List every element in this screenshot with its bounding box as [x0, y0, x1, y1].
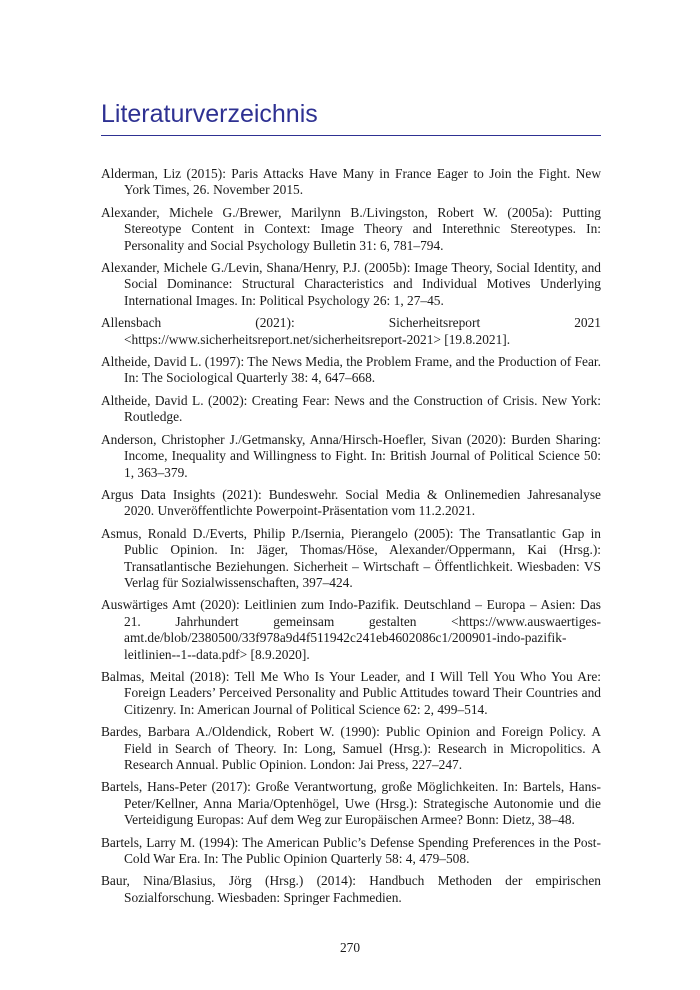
heading-rule [101, 135, 601, 136]
reference-entry: Alexander, Michele G./Brewer, Marilynn B./Livingston, Robert W. (2005a): Putting Stereotype Content in Context: Image Theory and Interethnic Stereotypes. In: Personality and Social Psychology Bulletin 31: 6, 781–794. [101, 204, 601, 253]
reference-entry: Allensbach (2021): Sicherheitsreport 2021 <https://www.sicherheitsreport.net/sicherheitsreport-2021> [19.8.2021]. [101, 315, 601, 347]
reference-entry: Bartels, Larry M. (1994): The American Public’s Defense Spending Preferences in the Post-Cold War Era. In: The Public Opinion Quarterly 58: 4, 479–508. [101, 834, 601, 867]
reference-entry: Argus Data Insights (2021): Bundeswehr. Social Media & Onlinemedien Jahresanalyse 2020. Unveröffentlichte Powerpoint-Präsentation vom 11.2.2021. [101, 486, 601, 519]
reference-entry: Auswärtiges Amt (2020): Leitlinien zum Indo-Pazifik. Deutschland – Europa – Asien: Das 21. Jahrhundert gemeinsam gestalten <https://www.auswaertiges-amt.de/blob/2380500/33f978a9d4f511942c241eb4602086c1/200901-indo-pazifik-leitlinien--1--data.pdf> [8.9.2020]. [101, 597, 601, 662]
section-heading: Literaturverzeichnis [101, 100, 318, 128]
reference-entry: Asmus, Ronald D./Everts, Philip P./Isernia, Pierangelo (2005): The Transatlantic Gap in Public Opinion. In: Jäger, Thomas/Höse, Alexander/Oppermann, Kai (Hrsg.): Transatlantische Beziehungen. Sicherheit – Wirtschaft – Öffentlichkeit. Wiesbaden: VS Verlag für Sozialwissenschaften, 397–424. [101, 525, 601, 590]
page-number: 270 [339, 940, 361, 955]
reference-entry: Baur, Nina/Blasius, Jörg (Hrsg.) (2014): Handbuch Methoden der empirischen Sozialforschung. Wiesbaden: Springer Fachmedien. [101, 873, 601, 905]
reference-entry: Anderson, Christopher J./Getmansky, Anna/Hirsch-Hoefler, Sivan (2020): Burden Sharing: Income, Inequality and Willingness to Fight. In: British Journal of Political Science 50: 1, 363–379. [101, 431, 601, 480]
reference-list [101, 166, 601, 912]
reference-entry: Bardes, Barbara A./Oldendick, Robert W. (1990): Public Opinion and Foreign Policy. A Field in Search of Theory. In: Long, Samuel (Hrsg.): Research in Micropolitics. A Research Annual. Public Opinion. London: Jai Press, 227–247. [101, 724, 601, 772]
reference-entry: Altheide, David L. (2002): Creating Fear: News and the Construction of Crisis. New York: Routledge. [101, 392, 601, 425]
reference-entry: Alderman, Liz (2015): Paris Attacks Have Many in France Eager to Join the Fight. New York Times, 26. November 2015. [101, 166, 601, 198]
reference-entry: Alexander, Michele G./Levin, Shana/Henry, P.J. (2005b): Image Theory, Social Identity, and Social Dominance: Structural Characteristics and Individual Motives Underlying International Images. In: Political Psychology 26: 1, 27–45. [101, 260, 601, 308]
reference-entry: Altheide, David L. (1997): The News Media, the Problem Frame, and the Production of Fear. In: The Sociological Quarterly 38: 4, 647–668. [101, 354, 601, 386]
reference-entry: Bartels, Hans-Peter (2017): Große Verantwortung, große Möglichkeiten. In: Bartels, Hans-Peter/Kellner, Anna Maria/Optenhögel, Uwe (Hrsg.): Strategische Autonomie und die Verteidigung Europas: Auf dem Weg zur Europäischen Armee? Bonn: Dietz, 38–48. [101, 779, 601, 828]
reference-entry: Balmas, Meital (2018): Tell Me Who Is Your Leader, and I Will Tell You Who You Are: Foreign Leaders’ Perceived Personality and Public Attitudes toward Their Countries and Citizenry. In: American Journal of Political Science 62: 2, 499–514. [101, 668, 601, 717]
